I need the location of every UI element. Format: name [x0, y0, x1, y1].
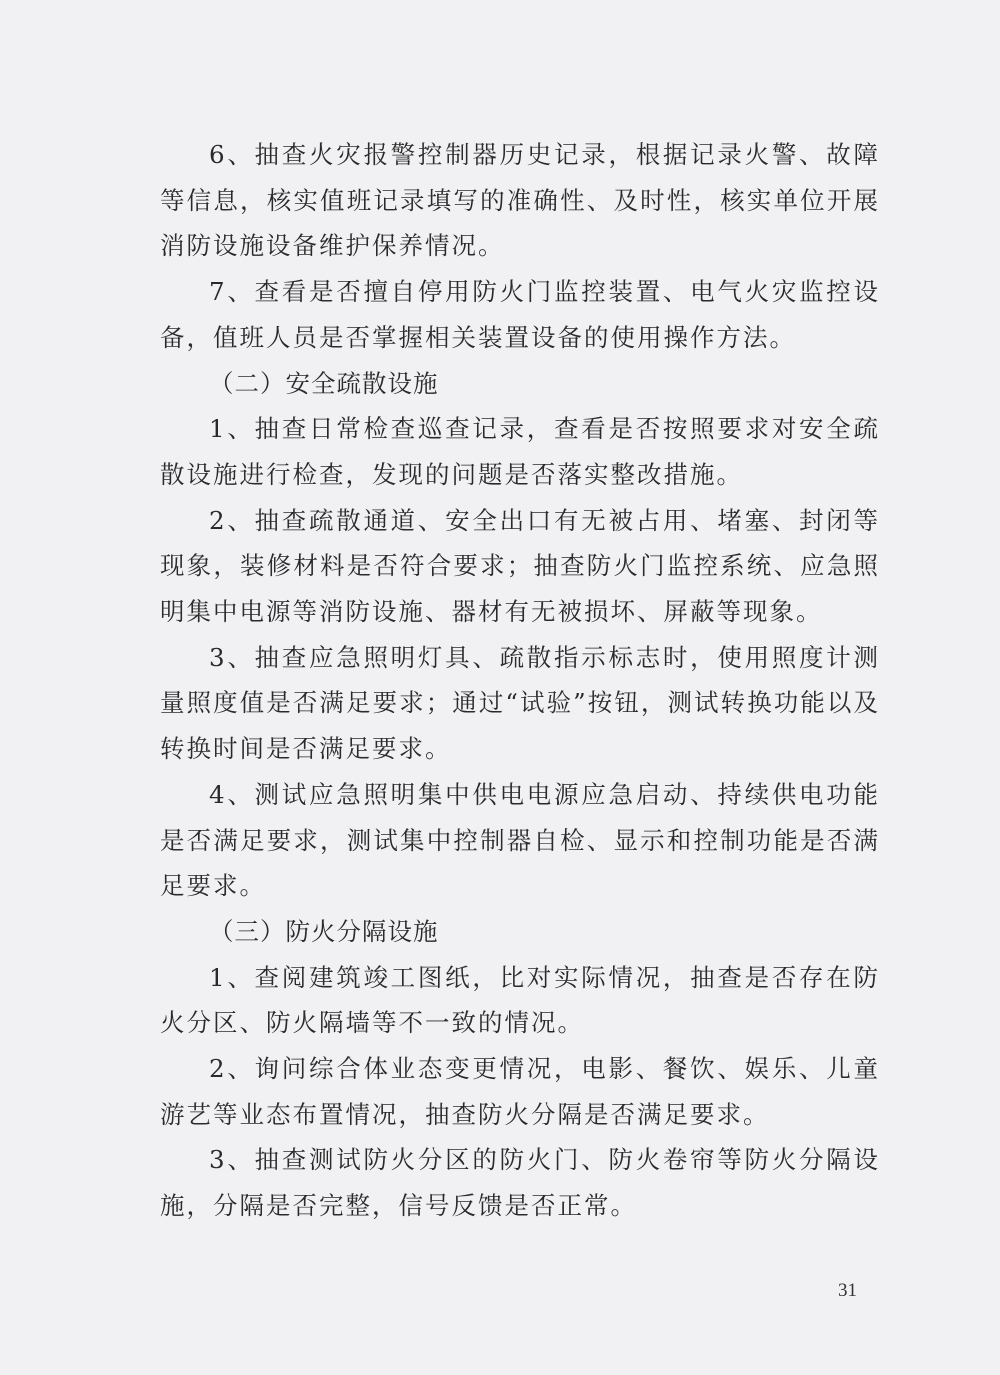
paragraph-emergency-lighting: 3、抽查应急照明灯具、疏散指示标志时，使用照度计测量照度值是否满足要求；通过“试验”按钮，测试转换功能以及转换时间是否满足要求。 — [160, 642, 880, 764]
paragraph-fire-alarm-history: 6、抽查火灾报警控制器历史记录，根据记录火警、故障等信息，核实值班记录填写的准确性、及时性，核实单位开展消防设施设备维护保养情况。 — [160, 140, 880, 261]
paragraph-fire-shutter-test: 3、抽查测试防火分区的防火门、防火卷帘等防火分隔设施，分隔是否完整，信号反馈是否正常。 — [160, 1145, 880, 1221]
page-number: 31 — [838, 1280, 857, 1301]
paragraph-evacuation-passage: 2、抽查疏散通道、安全出口有无被占用、堵塞、封闭等现象，装修材料是否符合要求；抽查防火门监控系统、应急照明集中电源等消防设施、器材有无被损坏、屏蔽等现象。 — [160, 505, 880, 627]
paragraph-evacuation-inspection: 1、抽查日常检查巡查记录，查看是否按照要求对安全疏散设施进行检查，发现的问题是否落实整改措施。 — [160, 414, 880, 489]
paragraph-business-changes: 2、询问综合体业态变更情况，电影、餐饮、娱乐、儿童游艺等业态布置情况，抽查防火分隔是否满足要求。 — [160, 1054, 880, 1129]
paragraph-drawings-check: 1、查阅建筑竣工图纸，比对实际情况，抽查是否存在防火分区、防火隔墙等不一致的情况。 — [160, 962, 880, 1038]
section-heading-evacuation: （二）安全疏散设施 — [209, 368, 439, 398]
paragraph-fire-door-monitor: 7、查看是否擅自停用防火门监控装置、电气火灾监控设备，值班人员是否掌握相关装置设备的使用操作方法。 — [160, 277, 880, 352]
paragraph-power-supply-test: 4、测试应急照明集中供电电源应急启动、持续供电功能是否满足要求，测试集中控制器自检、显示和控制功能是否满足要求。 — [160, 779, 880, 901]
document-body — [160, 132, 880, 1229]
section-heading-fire-separation: （三）防火分隔设施 — [209, 916, 439, 946]
